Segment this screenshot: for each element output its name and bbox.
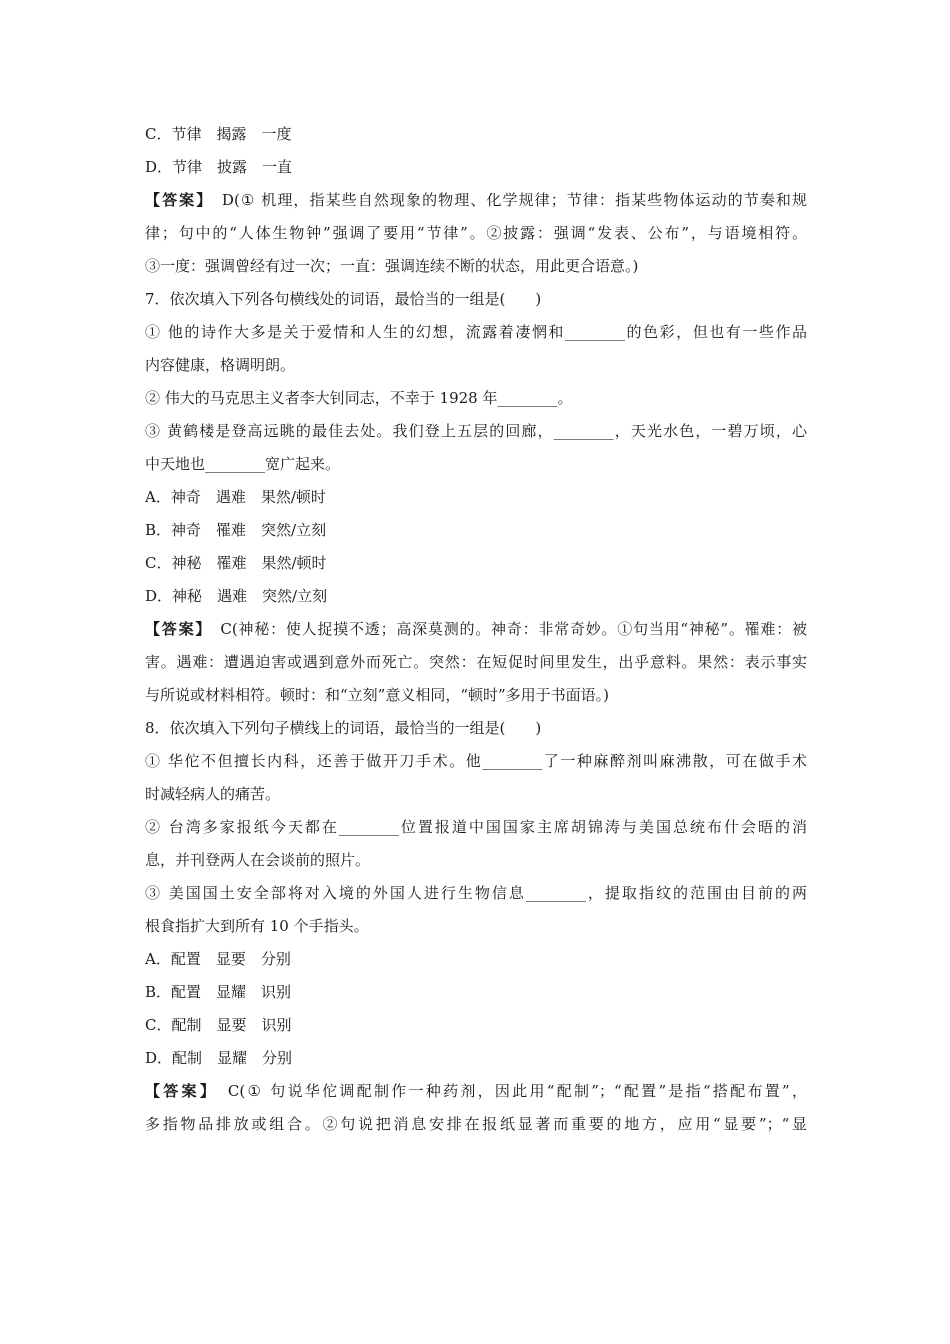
text-line: [145, 877, 807, 910]
line-text: C(神秘：使人捉摸不透；高深莫测的。神奇：非常奇妙。①句当用“神秘”。罹难：被: [204, 620, 807, 638]
line-text: 害。遇难：遭遇迫害或遇到意外而死亡。突然：在短促时间里发生，出乎意料。果然：表示事实: [145, 653, 807, 671]
text-line: [145, 1009, 807, 1042]
line-text: 中天地也________宽广起来。: [145, 455, 341, 473]
text-line: [145, 1108, 807, 1141]
line-text: 根食指扩大到所有 10 个手指头。: [145, 917, 369, 935]
answer-line: [145, 1075, 807, 1108]
text-line: [145, 976, 807, 1009]
line-text: 8．依次填入下列句子横线上的词语，最恰当的一组是( ): [145, 719, 542, 737]
line-text: ③一度：强调曾经有过一次；一直：强调连续不断的状态，用此更合语意。): [145, 257, 639, 275]
line-text: 7．依次填入下列各句横线处的词语，最恰当的一组是( ): [145, 290, 542, 308]
answer-label: 【答案】: [145, 620, 205, 638]
line-text: A．神奇 遇难 果然/顿时: [145, 488, 326, 506]
document-page: [145, 118, 807, 1141]
text-line: [145, 943, 807, 976]
line-text: 内容健康，格调明朗。: [145, 356, 296, 374]
text-line: [145, 712, 807, 745]
line-text: ③ 美国国土安全部将对入境的外国人进行生物信息________，提取指纹的范围由目前的两: [145, 884, 807, 902]
text-line: [145, 316, 807, 349]
text-line: [145, 646, 807, 679]
text-line: [145, 745, 807, 778]
document-body: [145, 118, 807, 1141]
text-line: [145, 1042, 807, 1075]
text-line: [145, 514, 807, 547]
line-text: B．配置 显耀 识别: [145, 983, 292, 1001]
answer-label: 【答案】: [145, 1082, 211, 1100]
line-text: ③ 黄鹤楼是登高远眺的最佳去处。我们登上五层的回廊，________，天光水色，一碧万顷，心: [145, 422, 807, 440]
line-text: C(① 句说华佗调配制作一种药剂，因此用“配制”；“配置”是指“搭配布置”，: [210, 1082, 807, 1100]
text-line: [145, 151, 807, 184]
line-text: ① 他的诗作大多是关于爱情和人生的幻想，流露着凄惘和________的色彩，但也有一些作品: [145, 323, 807, 341]
text-line: [145, 547, 807, 580]
line-text: D(① 机理，指某些自然现象的物理、化学规律；节律：指某些物体运动的节奏和规: [205, 191, 807, 209]
text-line: [145, 679, 807, 712]
line-text: A．配置 显要 分别: [145, 950, 291, 968]
line-text: C．配制 显要 识别: [145, 1016, 292, 1034]
line-text: ① 华佗不但擅长内科，还善于做开刀手术。他________了一种麻醉剂叫麻沸散，可在做手术: [145, 752, 807, 770]
line-text: ② 台湾多家报纸今天都在________位置报道中国国家主席胡锦涛与美国总统布什会晤的消: [145, 818, 807, 836]
text-line: [145, 382, 807, 415]
line-text: 与所说或材料相符。顿时：和“立刻”意义相同，“顿时”多用于书面语。): [145, 686, 610, 704]
line-text: D．神秘 遇难 突然/立刻: [145, 587, 328, 605]
text-line: [145, 580, 807, 613]
line-text: D．节律 披露 一直: [145, 158, 293, 176]
line-text: ② 伟大的马克思主义者李大钊同志，不幸于 1928 年________。: [145, 389, 573, 407]
text-line: [145, 118, 807, 151]
text-line: [145, 778, 807, 811]
text-line: [145, 349, 807, 382]
text-line: [145, 283, 807, 316]
line-text: 多指物品排放或组合。②句说把消息安排在报纸显著而重要的地方，应用“显要”；“显: [145, 1115, 807, 1133]
text-line: [145, 250, 807, 283]
text-line: [145, 217, 807, 250]
text-line: [145, 844, 807, 877]
line-text: 息，并刊登两人在会谈前的照片。: [145, 851, 371, 869]
line-text: 律；句中的“人体生物钟”强调了要用“节律”。②披露：强调“发表、公布”，与语境相符。: [145, 224, 807, 242]
text-line: [145, 910, 807, 943]
answer-line: [145, 184, 807, 217]
answer-line: [145, 613, 807, 646]
line-text: B．神奇 罹难 突然/立刻: [145, 521, 327, 539]
text-line: [145, 481, 807, 514]
answer-label: 【答案】: [145, 191, 206, 209]
text-line: [145, 448, 807, 481]
line-text: D．配制 显耀 分别: [145, 1049, 293, 1067]
line-text: C．神秘 罹难 果然/顿时: [145, 554, 327, 572]
text-line: [145, 811, 807, 844]
line-text: C．节律 揭露 一度: [145, 125, 292, 143]
line-text: 时减轻病人的痛苦。: [145, 785, 281, 803]
text-line: [145, 415, 807, 448]
